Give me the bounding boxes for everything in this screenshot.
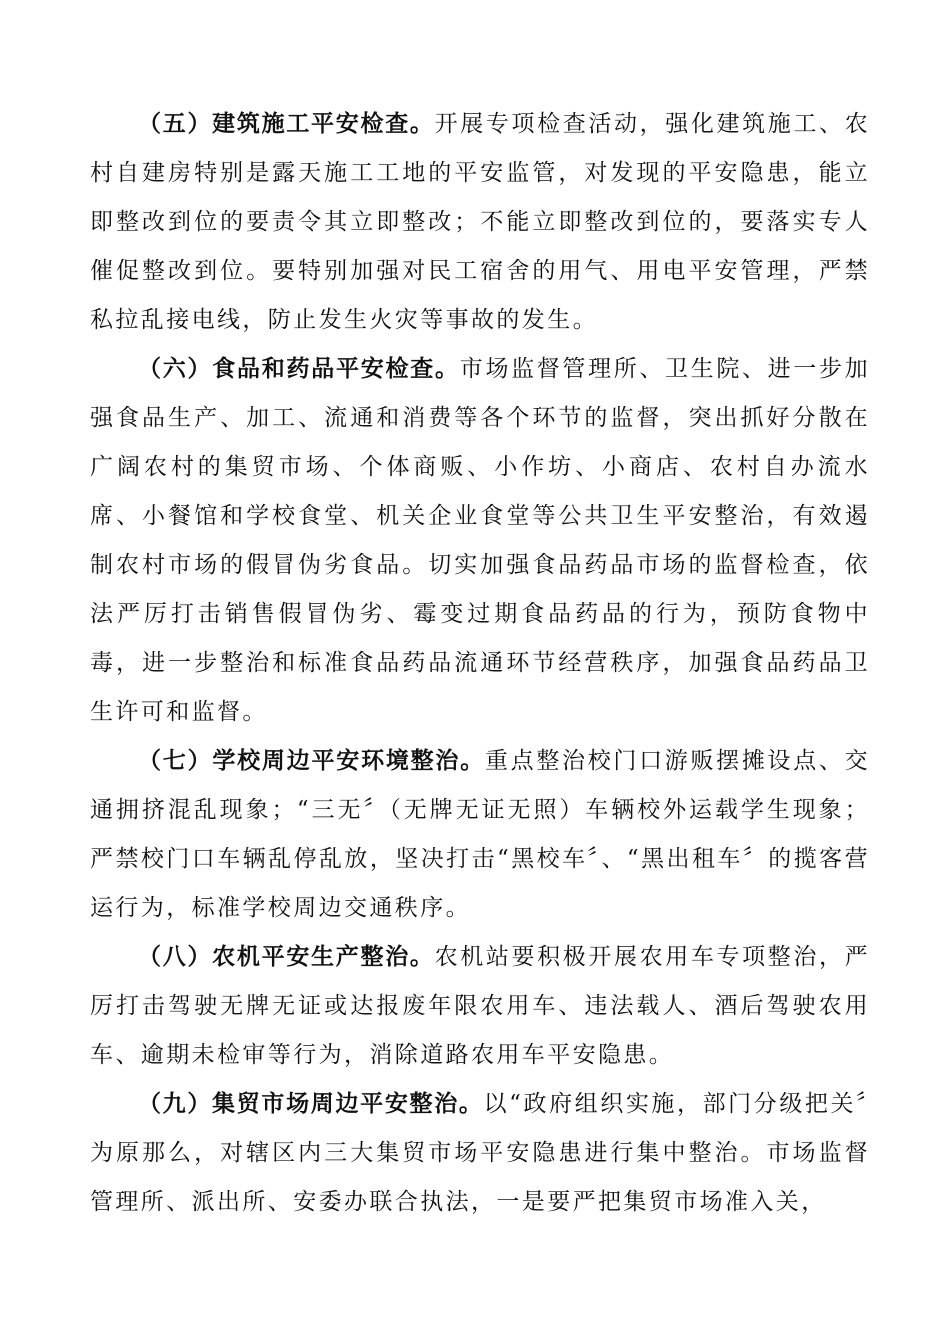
paragraph-6-heading: （六）食品和药品平安检查。 — [138, 356, 460, 382]
document-body — [90, 100, 870, 1227]
paragraph-5-body: 开展专项检查活动，强化建筑施工、农村自建房特别是露天施工工地的平安监管，对发现的平安隐患，能立即整改到位的要责令其立即整改；不能立即整改到位的，要落实专人催促整改到位。要特别加强对民工宿舍的用气、用电平安管理，严禁私拉乱接电线，防止发生火灾等事故的发生。 — [90, 111, 870, 333]
paragraph-5-heading: （五）建筑施工平安检查。 — [138, 111, 435, 137]
paragraph-8 — [90, 933, 870, 1080]
paragraph-9-body: 以“政府组织实施，部门分级把关〞为原那么，对辖区内三大集贸市场平安隐患进行集中整治。市场监督管理所、派出所、安委办联合执法，一是要严把集贸市场准入关， — [90, 1091, 870, 1215]
paragraph-8-body: 农机站要积极开展农用车专项整治，严厉打击驾驶无牌无证或达报废年限农用车、违法载人、酒后驾驶农用车、逾期未检审等行为，消除道路农用车平安隐患。 — [90, 944, 870, 1068]
paragraph-9 — [90, 1080, 870, 1227]
paragraph-7-heading: （七）学校周边平安环境整治。 — [138, 748, 485, 774]
paragraph-8-heading: （八）农机平安生产整治。 — [138, 944, 435, 970]
paragraph-5 — [90, 100, 870, 345]
paragraph-9-heading: （九）集贸市场周边平安整治。 — [138, 1091, 484, 1117]
paragraph-7-body: 重点整治校门口游贩摆摊设点、交通拥挤混乱现象；“三无〞（无牌无证无照）车辆校外运载学生现象；严禁校门口车辆乱停乱放，坚决打击“黑校车〞、“黑出租车〞的揽客营运行为，标准学校周边交通秩序。 — [90, 748, 871, 921]
paragraph-7 — [90, 737, 870, 933]
paragraph-6 — [90, 345, 870, 737]
paragraph-6-body: 市场监督管理所、卫生院、进一步加强食品生产、加工、流通和消费等各个环节的监督，突出抓好分散在广阔农村的集贸市场、个体商贩、小作坊、小商店、农村自办流水席、小餐馆和学校食堂、机关企业食堂等公共卫生平安整治，有效遏制农村市场的假冒伪劣食品。切实加强食品药品市场的监督检查，依法严厉打击销售假冒伪劣、霉变过期食品药品的行为，预防食物中毒，进一步整治和标准食品药品流通环节经营秩序，加强食品药品卫生许可和监督。 — [90, 356, 870, 725]
